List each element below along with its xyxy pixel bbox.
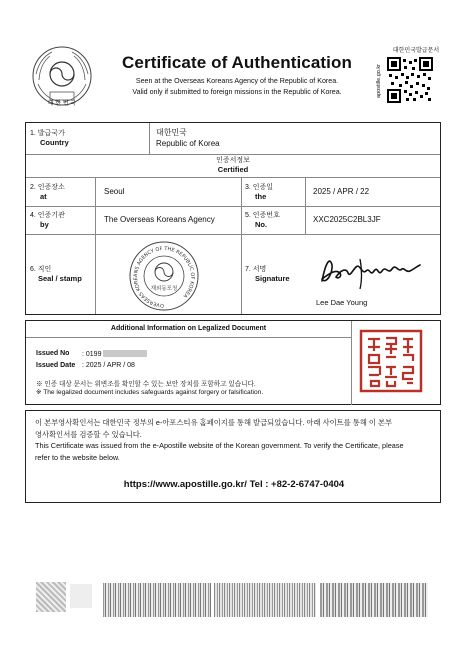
country-value-en: Republic of Korea <box>156 139 220 148</box>
country-value-ko: 대한민국 <box>156 128 187 137</box>
qr-code[interactable] <box>387 57 433 103</box>
issued-no-value: : 0199 <box>82 350 147 358</box>
barcode-strip-2 <box>214 583 316 617</box>
qr-caption: 대한민국발급문서 <box>392 48 440 54</box>
certificate-table <box>25 122 441 315</box>
certified-heading: 인증서정보 Certified <box>216 157 250 174</box>
svg-text:OVERSEAS KOREANS AGENCY OF THE: OVERSEAS KOREANS AGENCY OF THE REPUBLIC OF KOREA <box>133 245 196 309</box>
mini-qr-code <box>36 582 66 612</box>
red-seal-stamp <box>359 329 423 393</box>
issued-date-label: Issued Date <box>36 362 76 369</box>
number-value: XXC2025C2BL3JF <box>313 215 381 224</box>
emblem-caption: 대 한 민 국 <box>47 101 77 107</box>
barcode-strip-1 <box>103 583 211 617</box>
verification-notice-box <box>25 410 441 503</box>
vertical-site-text: apostille.go.kr <box>376 64 382 98</box>
at-value: Seoul <box>104 187 125 196</box>
subtitle-line-2: Valid only if submitted to foreign missions in the Republic of Korea. <box>132 88 342 96</box>
svg-text:재외동포청: 재외동포청 <box>150 286 178 292</box>
at-label: 2. 인증장소 at <box>30 184 65 201</box>
verification-url-link[interactable]: https://www.apostille.go.kr/ Tel : +82-2-6747-0404 <box>123 479 345 490</box>
signature-label: 7. 서명 Signature <box>245 266 290 283</box>
number-label: 5. 인증번호 No. <box>245 212 280 229</box>
signature-image <box>316 251 426 291</box>
notice-text: 이 본부영사확인서는 대한민국 정부의 e-아포스티유 홈페이지를 통해 발급되었습니다. 아래 사이트를 통해 이 본부 영사확인서를 검증할 수 있습니다. This Certificate was issued from the e-Apostille website of the Korean government. To verify the Certificate, please refer to the website below. <box>35 418 404 462</box>
date-value: 2025 / APR / 22 <box>313 187 370 196</box>
additional-info-heading: Additional Information on Legalized Document <box>26 321 351 338</box>
issued-no-label: Issued No <box>36 350 70 357</box>
additional-info-box <box>25 320 441 405</box>
official-stamp <box>126 240 202 312</box>
subtitle-line-1: Seen at the Overseas Koreans Agency of the Republic of Korea. <box>135 77 339 85</box>
faint-glyph-block <box>70 584 92 608</box>
note-ko: ※ 인증 대상 문서는 위변조를 확인할 수 있는 보안 장치를 포함하고 있습니다. <box>36 381 256 388</box>
note-en: ※ The legalized document includes safeguards against forgery or falsification. <box>36 389 264 396</box>
signer-name: Lee Dae Young <box>316 298 368 307</box>
issued-date-value: : 2025 / APR / 08 <box>82 362 135 369</box>
redacted-block <box>103 350 147 357</box>
country-label: 1. 발급국가 Country <box>30 130 69 147</box>
seal-label: 6. 직인 Seal / stamp <box>30 266 82 283</box>
date-label: 3. 인증일 the <box>245 184 274 201</box>
page-title: Certificate of Authentication <box>122 53 352 72</box>
by-label: 4. 인증기관 by <box>30 212 65 229</box>
barcode-strip-3 <box>320 583 428 617</box>
by-value: The Overseas Koreans Agency <box>104 215 215 224</box>
